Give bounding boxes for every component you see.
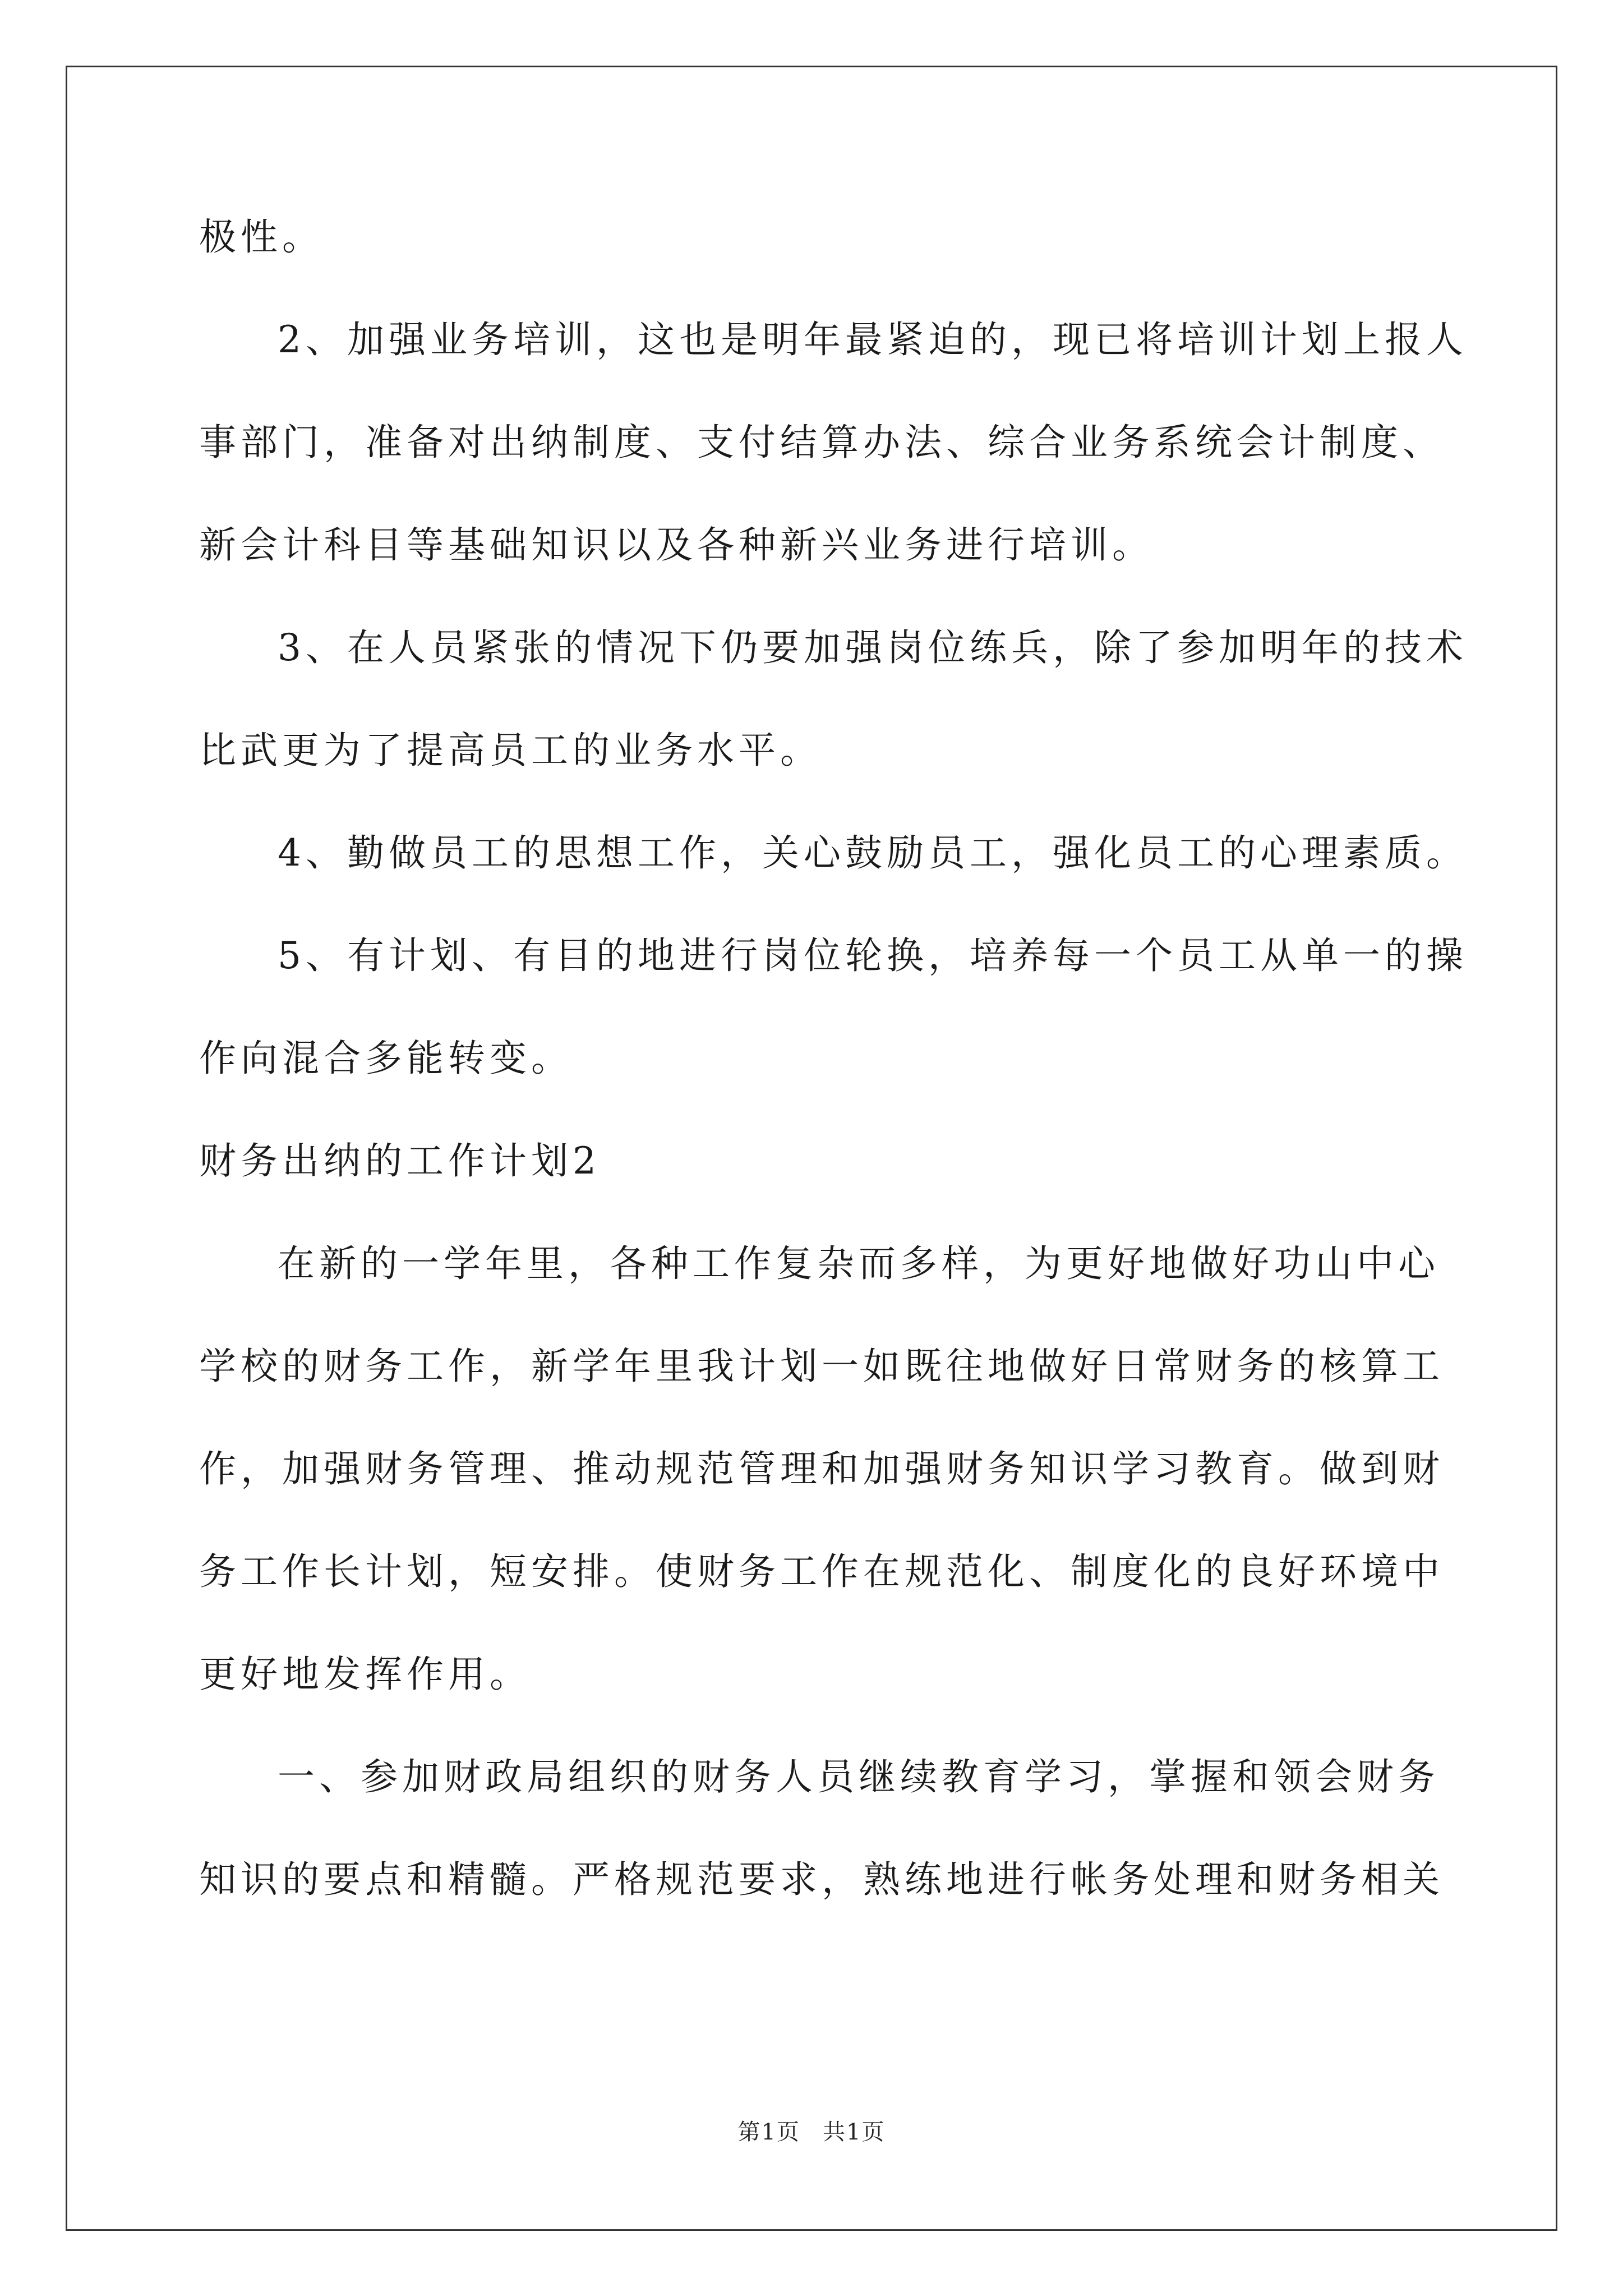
text-line: 比武更为了提高员工的业务水平。: [199, 729, 822, 772]
text-line: 作向混合多能转变。: [199, 1037, 573, 1080]
page-number-current: 第1页: [737, 2119, 800, 2145]
text-line: 新会计科目等基础知识以及各种新兴业务进行培训。: [199, 523, 1154, 567]
text-line: 知识的要点和精髓。严格规范要求，熟练地进行帐务处理和财务相关: [199, 1858, 1444, 1901]
text-line: 务工作长计划，短安排。使财务工作在规范化、制度化的良好环境中: [199, 1550, 1444, 1593]
text-line: 3、在人员紧张的情况下仍要加强岗位练兵，除了参加明年的技术: [278, 626, 1468, 669]
page-number-total: 共1页: [823, 2119, 886, 2145]
page-footer: [0, 2120, 1623, 2145]
text-line: 极性。: [199, 215, 324, 259]
text-line: 2、加强业务培训，这也是明年最紧迫的，现已将培训计划上报人: [278, 318, 1468, 361]
text-line: 更好地发挥作用。: [199, 1653, 531, 1696]
text-line: 学校的财务工作，新学年里我计划一如既往地做好日常财务的核算工: [199, 1345, 1444, 1388]
text-line: 在新的一学年里，各种工作复杂而多样，为更好地做好功山中心: [278, 1242, 1440, 1285]
text-line: 5、有计划、有目的地进行岗位轮换，培养每一个员工从单一的操: [278, 934, 1468, 977]
text-line: 事部门，准备对出纳制度、支付结算办法、综合业务系统会计制度、: [199, 421, 1444, 464]
section-heading: 财务出纳的工作计划2: [199, 1139, 601, 1182]
text-line: 4、勤做员工的思想工作，关心鼓励员工，强化员工的心理素质。: [278, 831, 1468, 875]
text-line: 作，加强财务管理、推动规范管理和加强财务知识学习教育。做到财: [199, 1447, 1444, 1490]
text-line: 一、参加财政局组织的财务人员继续教育学习，掌握和领会财务: [278, 1755, 1440, 1798]
